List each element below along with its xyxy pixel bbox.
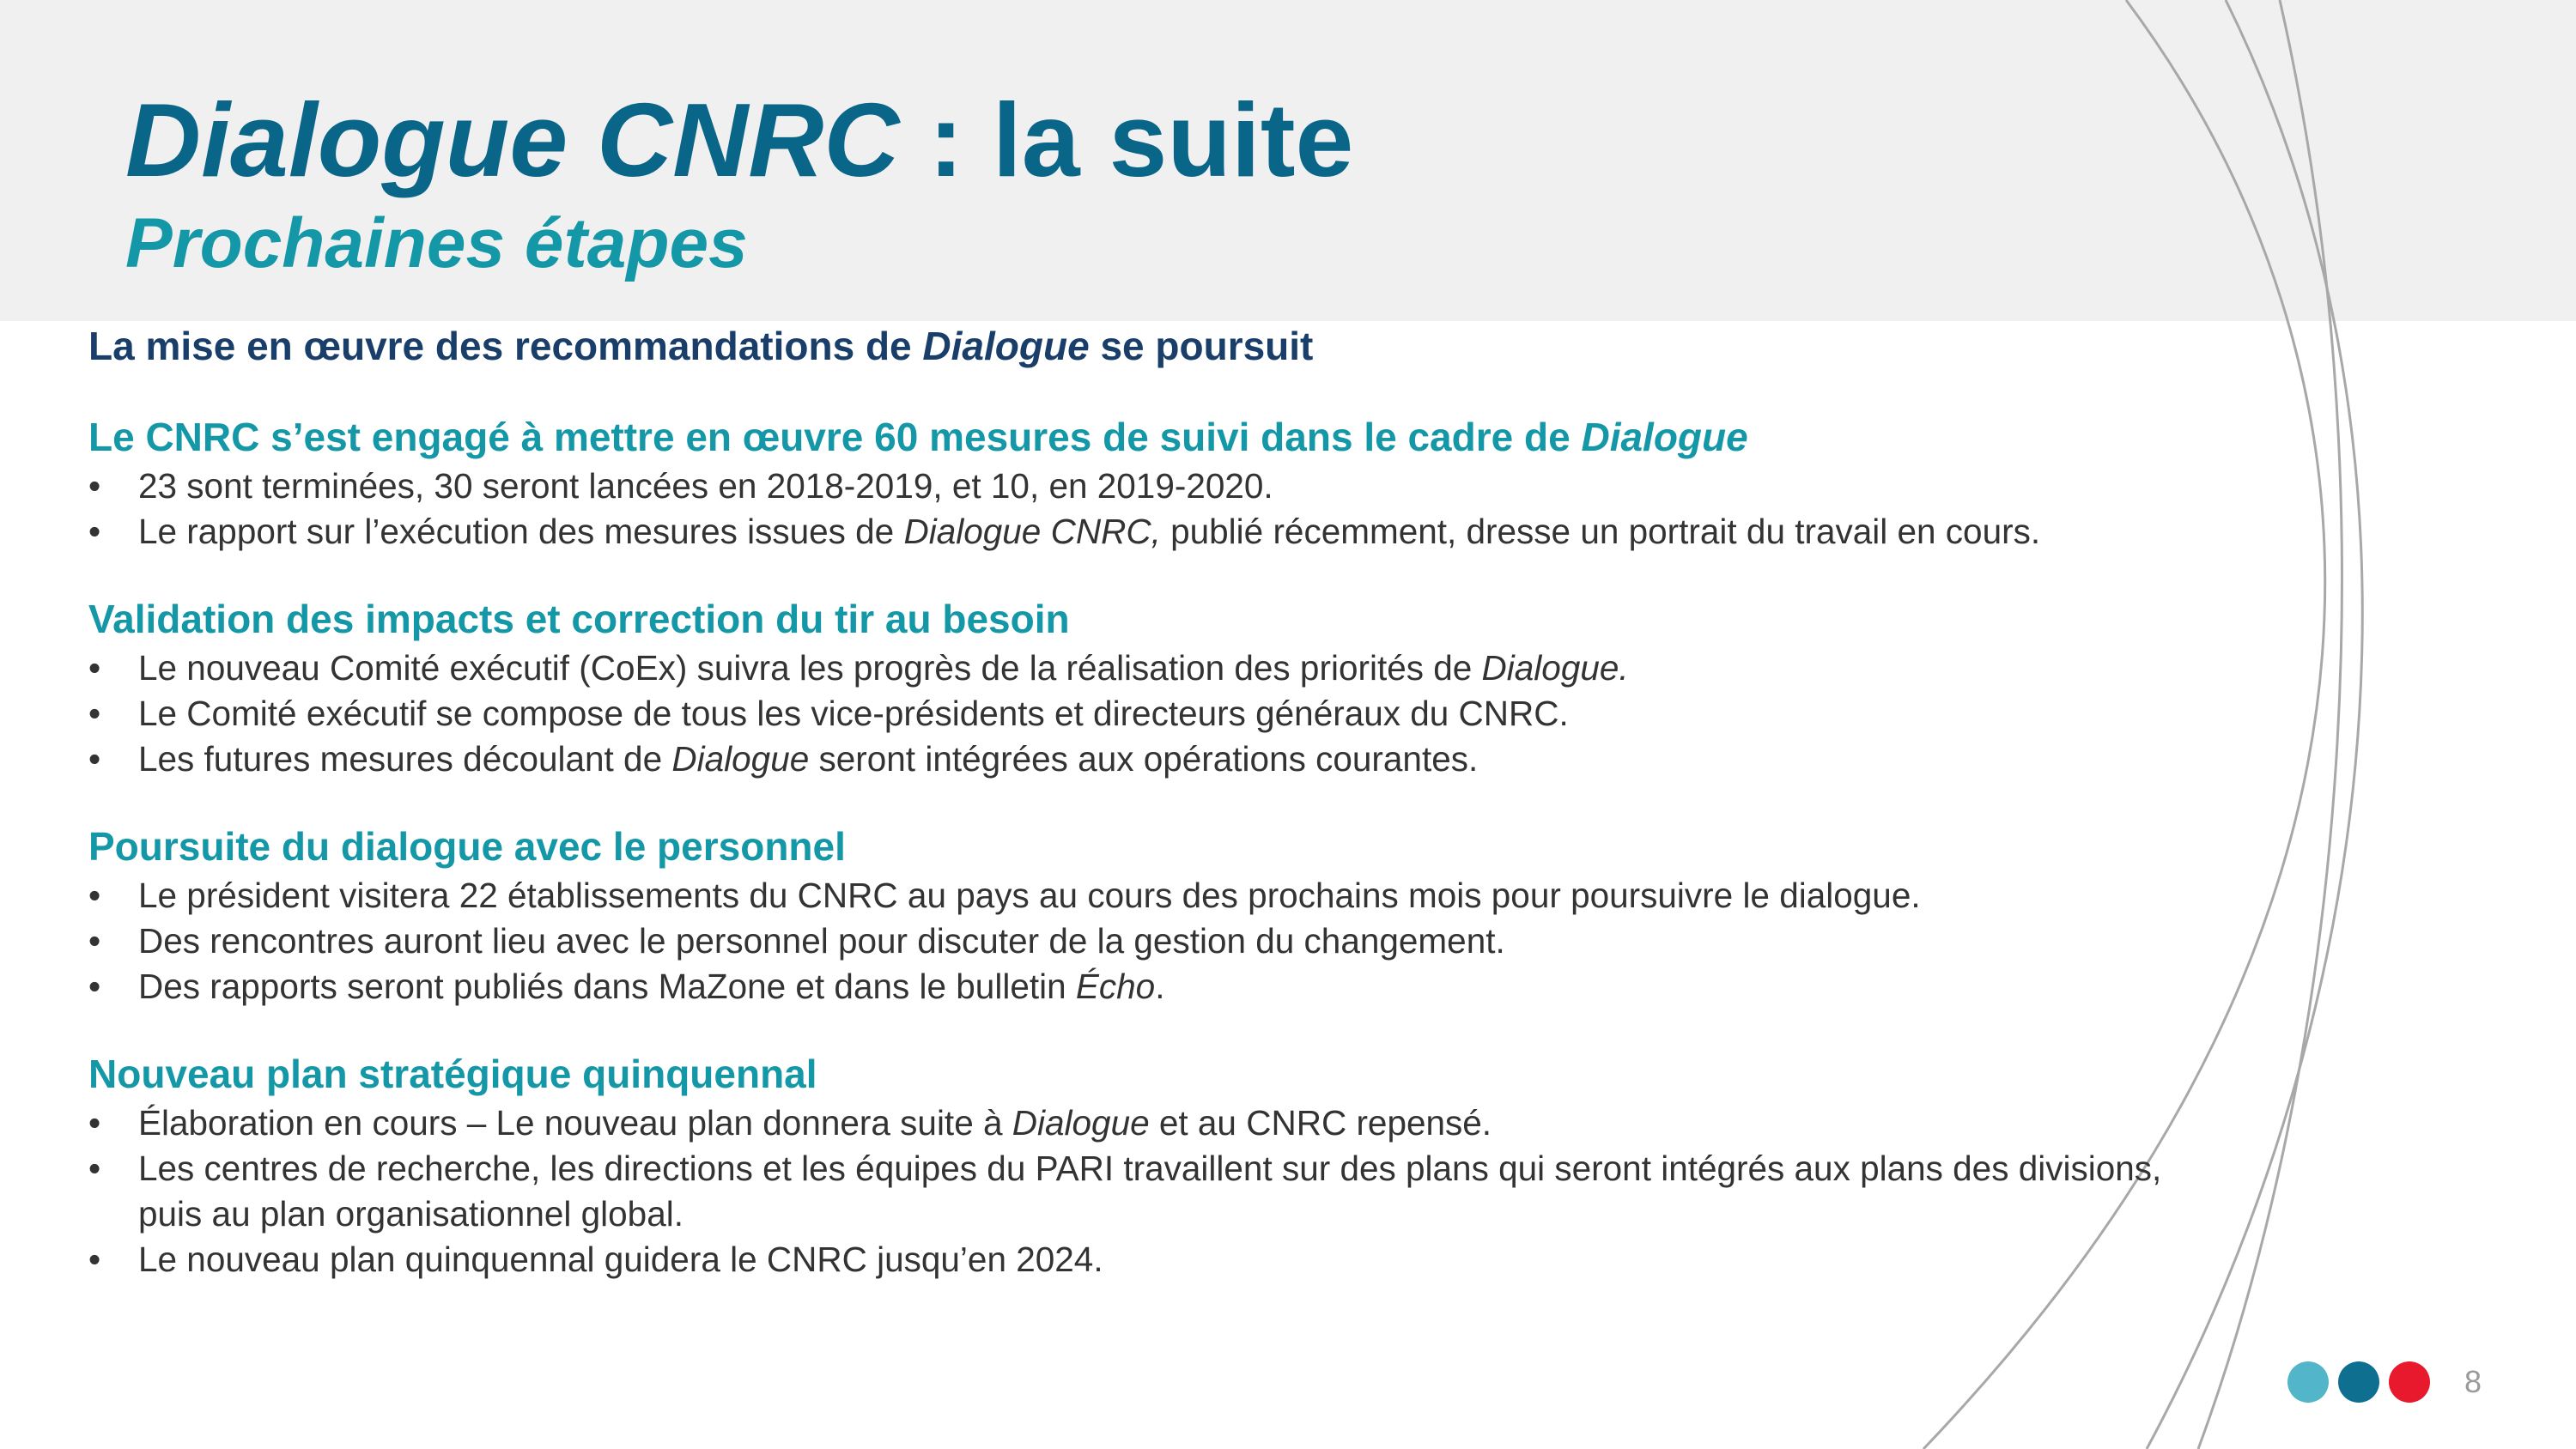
bullet-item (88, 873, 2166, 919)
slide-subtitle: Prochaines étapes (125, 204, 748, 282)
deco-curve-3 (2198, 0, 2342, 1449)
heading-italic: Dialogue (1581, 415, 1748, 459)
bullet-text: Les futures mesures découlant de (138, 739, 672, 779)
bullet-italic: Dialogue. (1481, 648, 1629, 688)
bullet-text-end: publié récemment, dresse un portrait du travail en cours. (1160, 512, 2041, 551)
intro-text-end: se poursuit (1089, 324, 1314, 368)
title-regular-part: : la suite (899, 82, 1354, 198)
light-blue-dot-icon (2287, 1361, 2329, 1403)
bullet-text: Le président visitera 22 établissements du CNRC au pays au cours des prochains mois pour poursuivre le dialogue. (138, 876, 1921, 915)
bullet-text: Le rapport sur l’exécution des mesures issues de (138, 512, 904, 551)
bullet-item (88, 464, 2166, 509)
bullet-icon: • (88, 466, 101, 506)
bullet-list (88, 1100, 2166, 1282)
bullet-text-end: . (1155, 967, 1165, 1006)
section-heading (88, 820, 2166, 873)
bullet-text-end: et au CNRC repensé. (1149, 1103, 1492, 1143)
section-plan-strategique (88, 1047, 2166, 1282)
bullet-text: Les centres de recherche, les directions et les équipes du PARI travaillent sur des plans qui seront intégrés aux plans des divisions, puis au plan organisationnel global. (138, 1149, 2162, 1234)
intro-line (88, 319, 2166, 373)
bullet-item (88, 691, 2166, 737)
bullet-icon: • (88, 921, 101, 961)
bullet-icon: • (88, 739, 101, 779)
section-mesures-suivi (88, 410, 2166, 555)
bullet-italic: Dialogue (671, 739, 810, 779)
deco-curve-2 (2147, 0, 2362, 1449)
bullet-list (88, 646, 2166, 782)
bullet-text: Le Comité exécutif se compose de tous les vice-présidents et directeurs généraux du CNRC. (138, 694, 1569, 733)
bullet-italic: Dialogue (1012, 1103, 1150, 1143)
bullet-text: Le nouveau plan quinquennal guidera le CNRC jusqu’en 2024. (138, 1240, 1103, 1279)
bullet-item (88, 1146, 2166, 1237)
bullet-item (88, 1237, 2166, 1282)
bullet-text: Des rapports seront publiés dans MaZone et dans le bulletin (138, 967, 1076, 1006)
bullet-item (88, 737, 2166, 782)
slide-title (125, 76, 1353, 204)
bullet-item (88, 509, 2166, 555)
bullet-icon: • (88, 876, 101, 915)
page-number: 8 (2464, 1364, 2482, 1399)
dark-blue-dot-icon (2338, 1361, 2379, 1403)
bullet-italic: Écho (1075, 967, 1156, 1006)
bullet-icon: • (88, 1103, 101, 1143)
section-dialogue-personnel (88, 820, 2166, 1009)
bullet-text: Des rencontres auront lieu avec le personnel pour discuter de la gestion du changement. (138, 921, 1505, 961)
bullet-icon: • (88, 1149, 101, 1188)
bullet-icon: • (88, 694, 101, 733)
bullet-icon: • (88, 967, 101, 1006)
bullet-item (88, 964, 2166, 1009)
bullet-item (88, 646, 2166, 691)
slide-content (88, 319, 2166, 1282)
red-dot-icon (2389, 1361, 2430, 1403)
section-heading (88, 410, 2166, 464)
bullet-text: Élaboration en cours – Le nouveau plan donnera suite à (138, 1103, 1012, 1143)
bullet-list (88, 464, 2166, 555)
title-italic-part: Dialogue CNRC (125, 82, 900, 198)
bullet-list (88, 873, 2166, 1009)
bullet-icon: • (88, 512, 101, 551)
section-heading (88, 1047, 2166, 1100)
intro-italic: Dialogue (922, 324, 1090, 368)
bullet-item (88, 1100, 2166, 1146)
heading-text: Nouveau plan stratégique quinquennal (88, 1052, 817, 1096)
section-validation-impacts (88, 592, 2166, 782)
bullet-text: Le nouveau Comité exécutif (CoEx) suivra les progrès de la réalisation des priorités de (138, 648, 1482, 688)
section-heading (88, 592, 2166, 646)
heading-text: Le CNRC s’est engagé à mettre en œuvre 60 mesures de suivi dans le cadre de (88, 415, 1582, 459)
bullet-item (88, 919, 2166, 964)
bullet-icon: • (88, 1240, 101, 1279)
bullet-text-end: seront intégrées aux opérations courantes. (809, 739, 1479, 779)
bullet-icon: • (88, 648, 101, 688)
bullet-italic: Dialogue CNRC, (903, 512, 1161, 551)
intro-text: La mise en œuvre des recommandations de (88, 324, 923, 368)
heading-text: Poursuite du dialogue avec le personnel (88, 824, 846, 869)
heading-text: Validation des impacts et correction du tir au besoin (88, 597, 1070, 641)
bullet-text: 23 sont terminées, 30 seront lancées en 2018-2019, et 10, en 2019-2020. (138, 466, 1273, 506)
